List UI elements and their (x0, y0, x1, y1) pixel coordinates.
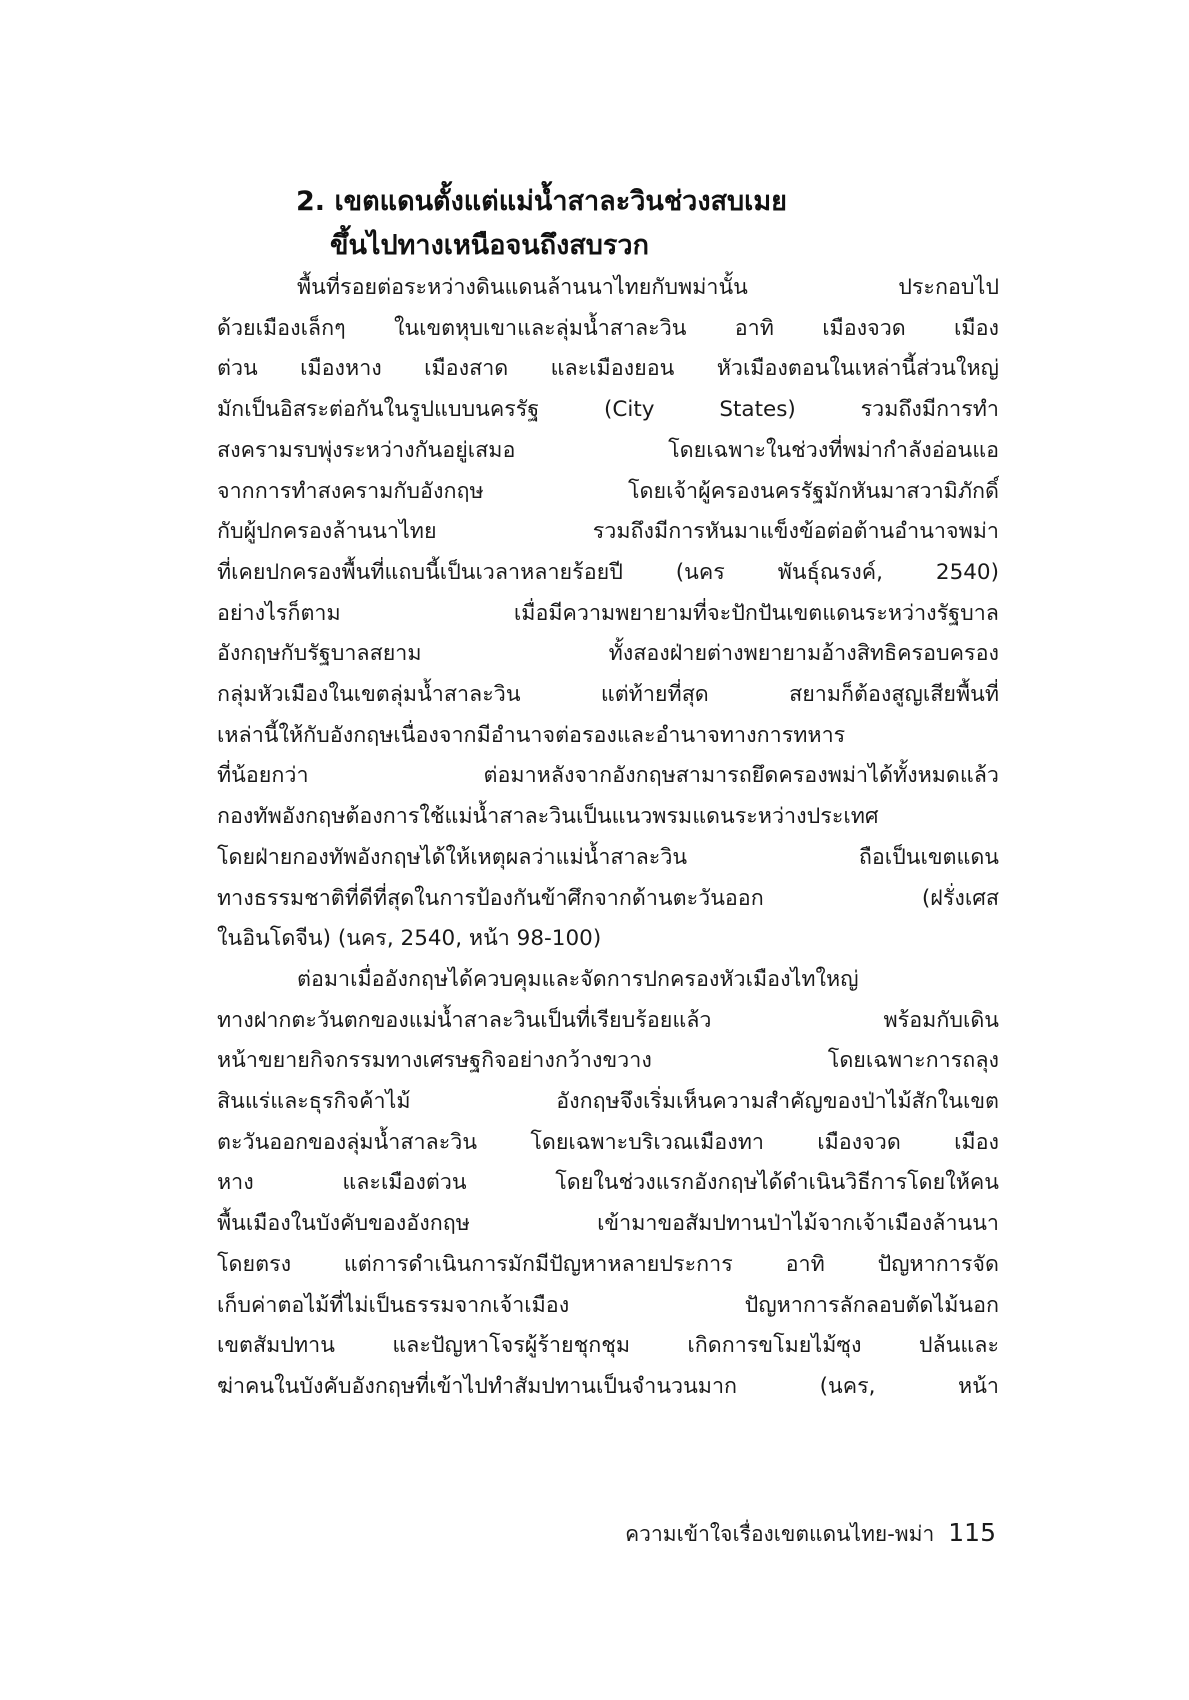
text-line: ด้วยเมืองเล็กๆ ในเขตหุบเขาและลุ่มน้ำสาละวิน อาทิ เมืองจวด เมือง (217, 315, 999, 341)
text-line: ที่น้อยกว่า ต่อมาหลังจากอังกฤษสามารถยึดครองพม่าได้ทั้งหมดแล้ว (217, 763, 999, 789)
text-line: โดยฝ่ายกองทัพอังกฤษได้ให้เหตุผลว่าแม่น้ำสาละวิน ถือเป็นเขตแดน (217, 844, 999, 870)
text-line: เก็บค่าตอไม้ที่ไม่เป็นธรรมจากเจ้าเมือง ปัญหาการลักลอบตัดไม้นอก (217, 1292, 999, 1318)
paragraph-1 (217, 268, 999, 960)
text-line: ต่อมาเมื่ออังกฤษได้ควบคุมและจัดการปกครองหัวเมืองไทใหญ่ (297, 966, 859, 992)
page-footer (600, 1518, 996, 1551)
text-line: กับผู้ปกครองล้านนาไทย รวมถึงมีการหันมาแข็งข้อต่อต้านอำนาจพม่า (217, 519, 999, 545)
text-line: เขตสัมปทาน และปัญหาโจรผู้ร้ายชุกชุม เกิดการขโมยไม้ซุง ปล้นและ (217, 1333, 999, 1359)
text-line: อังกฤษกับรัฐบาลสยาม ทั้งสองฝ่ายต่างพยายามอ้างสิทธิครอบครอง (217, 641, 999, 667)
text-line: ทางธรรมชาติที่ดีที่สุดในการป้องกันข้าศึกจากด้านตะวันออก (ฝรั่งเศส (217, 885, 999, 911)
text-line: หาง และเมืองต่วน โดยในช่วงแรกอังกฤษได้ดำเนินวิธีการโดยให้คน (217, 1170, 999, 1196)
text-line: อย่างไรก็ตาม เมื่อมีความพยายามที่จะปักปันเขตแดนระหว่างรัฐบาล (217, 600, 999, 626)
text-line: กองทัพอังกฤษต้องการใช้แม่น้ำสาละวินเป็นแนวพรมแดนระหว่างประเทศ (217, 804, 879, 830)
text-line: ที่เคยปกครองพื้นที่แถบนี้เป็นเวลาหลายร้อยปี (นคร พันธุ์ณรงค์, 2540) (217, 559, 999, 585)
text-line: หน้าขยายกิจกรรมทางเศรษฐกิจอย่างกว้างขวาง โดยเฉพาะการถลุง (217, 1048, 999, 1074)
text-line: สงครามรบพุ่งระหว่างกันอยู่เสมอ โดยเฉพาะในช่วงที่พม่ากำลังอ่อนแอ (217, 437, 999, 463)
section-heading-line-1: 2. เขตแดนตั้งแต่แม่น้ำสาละวินช่วงสบเมย (296, 186, 787, 217)
text-line: สินแร่และธุรกิจค้าไม้ อังกฤษจึงเริ่มเห็นความสำคัญของป่าไม้สักในเขต (217, 1089, 999, 1115)
text-line: จากการทำสงครามกับอังกฤษ โดยเจ้าผู้ครองนครรัฐมักหันมาสวามิภักดิ์ (217, 478, 999, 504)
text-line: ฆ่าคนในบังคับอังกฤษที่เข้าไปทำสัมปทานเป็นจำนวนมาก (นคร, หน้า (217, 1373, 999, 1399)
text-line: มักเป็นอิสระต่อกันในรูปแบบนครรัฐ (City States) รวมถึงมีการทำ (217, 397, 999, 423)
text-line: พื้นที่รอยต่อระหว่างดินแดนล้านนาไทยกับพม่านั้น ประกอบไป (297, 275, 999, 300)
running-title: ความเข้าใจเรื่องเขตแดนไทย-พม่า (625, 1522, 935, 1546)
text-line: ตะวันออกของลุ่มน้ำสาละวิน โดยเฉพาะบริเวณเมืองทา เมืองจวด เมือง (217, 1129, 999, 1155)
text-line: เหล่านี้ให้กับอังกฤษเนื่องจากมีอำนาจต่อรองและอำนาจทางการทหาร (217, 722, 846, 748)
text-line: พื้นเมืองในบังคับของอังกฤษ เข้ามาขอสัมปทานป่าไม้จากเจ้าเมืองล้านนา (217, 1211, 999, 1237)
page-number: 115 (948, 1518, 996, 1547)
body-text (217, 268, 999, 1408)
section-heading-line-2: ขึ้นไปทางเหนือจนถึงสบรวก (330, 230, 649, 261)
text-line: ในอินโดจีน) (นคร, 2540, หน้า 98-100) (217, 926, 602, 952)
text-line: โดยตรง แต่การดำเนินการมักมีปัญหาหลายประการ อาทิ ปัญหาการจัด (217, 1251, 999, 1277)
text-line: กลุ่มหัวเมืองในเขตลุ่มน้ำสาละวิน แต่ท้ายที่สุด สยามก็ต้องสูญเสียพื้นที่ (217, 682, 999, 708)
paragraph-2 (217, 960, 999, 1408)
section-heading (296, 180, 1016, 268)
text-line: ทางฝากตะวันตกของแม่น้ำสาละวินเป็นที่เรียบร้อยแล้ว พร้อมกับเดิน (217, 1007, 999, 1033)
text-line: ต่วน เมืองหาง เมืองสาด และเมืองยอน หัวเมืองตอนในเหล่านี้ส่วนใหญ่ (217, 356, 999, 382)
